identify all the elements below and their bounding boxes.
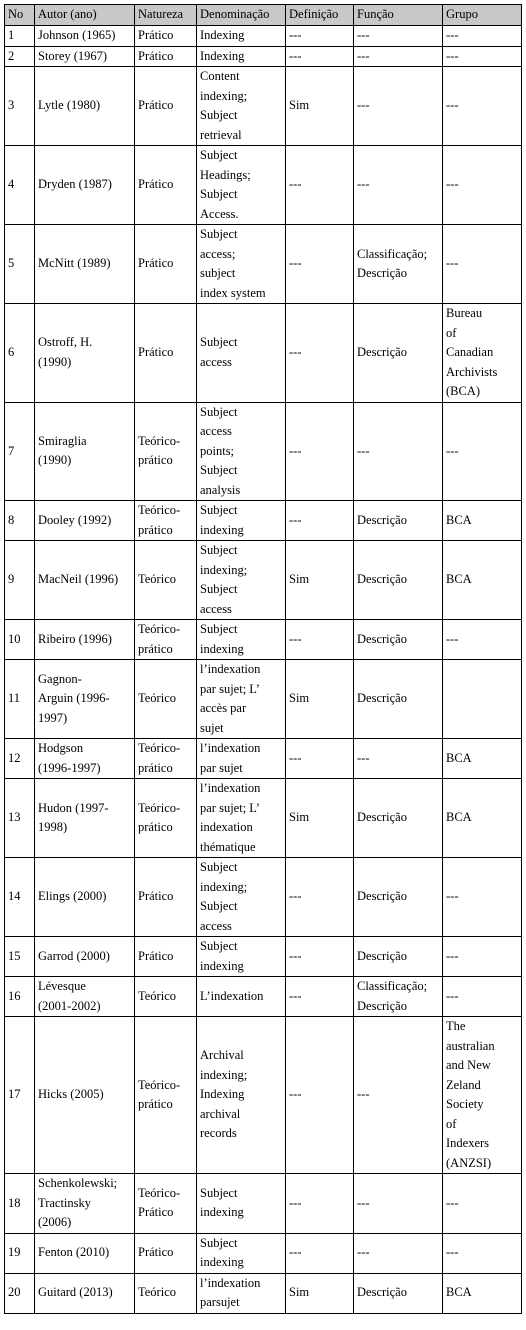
cell-definicao: --- (286, 46, 354, 67)
cell-grupo (443, 660, 522, 739)
cell-funcao: --- (354, 739, 443, 779)
table-row (5, 779, 522, 858)
cell-no: 11 (5, 660, 35, 739)
cell-autor: Johnson (1965) (35, 26, 135, 47)
cell-natureza: Teórico- prático (135, 739, 197, 779)
cell-funcao: Descrição (354, 779, 443, 858)
cell-natureza: Teórico (135, 977, 197, 1017)
cell-natureza: Teórico- prático (135, 779, 197, 858)
cell-no: 2 (5, 46, 35, 67)
cell-definicao: --- (286, 304, 354, 403)
cell-autor: Storey (1967) (35, 46, 135, 67)
table-container (4, 4, 522, 1314)
cell-grupo: --- (443, 977, 522, 1017)
table-row (5, 1017, 522, 1174)
table-row (5, 46, 522, 67)
cell-no: 19 (5, 1233, 35, 1273)
cell-no: 5 (5, 225, 35, 304)
cell-autor: Dooley (1992) (35, 501, 135, 541)
cell-definicao: --- (286, 26, 354, 47)
cell-no: 14 (5, 858, 35, 937)
table-row (5, 225, 522, 304)
cell-grupo: --- (443, 225, 522, 304)
cell-autor: Elings (2000) (35, 858, 135, 937)
cell-funcao: Descrição (354, 620, 443, 660)
cell-denominacao: Subject indexing (197, 1174, 286, 1234)
cell-natureza: Prático (135, 26, 197, 47)
table-row (5, 541, 522, 620)
cell-no: 1 (5, 26, 35, 47)
cell-definicao: Sim (286, 779, 354, 858)
cell-natureza: Teórico- prático (135, 620, 197, 660)
cell-definicao: --- (286, 739, 354, 779)
cell-definicao: Sim (286, 660, 354, 739)
cell-autor: Ribeiro (1996) (35, 620, 135, 660)
cell-denominacao: l’indexation par sujet; L’ accès par sujet (197, 660, 286, 739)
cell-grupo: --- (443, 26, 522, 47)
table-row (5, 977, 522, 1017)
cell-funcao: --- (354, 1174, 443, 1234)
cell-denominacao: Subject indexing; Subject access (197, 541, 286, 620)
cell-grupo: BCA (443, 541, 522, 620)
cell-autor: Smiraglia (1990) (35, 402, 135, 501)
table-row (5, 26, 522, 47)
header-grupo: Grupo (443, 5, 522, 26)
cell-funcao: Classificação; Descrição (354, 977, 443, 1017)
cell-autor: Hicks (2005) (35, 1017, 135, 1174)
cell-definicao: --- (286, 402, 354, 501)
cell-natureza: Prático (135, 304, 197, 403)
cell-definicao: --- (286, 858, 354, 937)
cell-denominacao: Indexing (197, 46, 286, 67)
cell-natureza: Teórico- prático (135, 501, 197, 541)
cell-autor: Schenkolewski; Tractinsky (2006) (35, 1174, 135, 1234)
table-row (5, 620, 522, 660)
cell-natureza: Prático (135, 225, 197, 304)
cell-grupo: --- (443, 620, 522, 660)
cell-definicao: Sim (286, 1273, 354, 1313)
cell-denominacao: Indexing (197, 26, 286, 47)
cell-grupo: BCA (443, 779, 522, 858)
table-row (5, 739, 522, 779)
cell-funcao: --- (354, 67, 443, 146)
cell-natureza: Teórico- Prático (135, 1174, 197, 1234)
cell-definicao: --- (286, 977, 354, 1017)
cell-no: 3 (5, 67, 35, 146)
cell-definicao: --- (286, 501, 354, 541)
cell-grupo: --- (443, 1233, 522, 1273)
table-row (5, 402, 522, 501)
cell-funcao: Classificação; Descrição (354, 225, 443, 304)
table-row (5, 501, 522, 541)
cell-grupo: Bureau of Canadian Archivists (BCA) (443, 304, 522, 403)
cell-definicao: --- (286, 1174, 354, 1234)
cell-denominacao: Subject Headings; Subject Access. (197, 146, 286, 225)
cell-autor: McNitt (1989) (35, 225, 135, 304)
table-row (5, 937, 522, 977)
cell-denominacao: l’indexation par sujet; L’ indexation thématique (197, 779, 286, 858)
cell-autor: Fenton (2010) (35, 1233, 135, 1273)
cell-denominacao: Content indexing; Subject retrieval (197, 67, 286, 146)
cell-no: 20 (5, 1273, 35, 1313)
cell-autor: Guitard (2013) (35, 1273, 135, 1313)
cell-grupo: --- (443, 146, 522, 225)
cell-funcao: --- (354, 26, 443, 47)
cell-denominacao: Subject indexing (197, 620, 286, 660)
table-row (5, 858, 522, 937)
cell-funcao: --- (354, 1017, 443, 1174)
cell-funcao: --- (354, 1233, 443, 1273)
cell-grupo: --- (443, 858, 522, 937)
cell-definicao: --- (286, 146, 354, 225)
cell-grupo: The australian and New Zeland Society of Indexers (ANZSI) (443, 1017, 522, 1174)
cell-grupo: BCA (443, 739, 522, 779)
cell-autor: Ostroff, H. (1990) (35, 304, 135, 403)
cell-funcao: Descrição (354, 858, 443, 937)
cell-natureza: Teórico (135, 541, 197, 620)
cell-denominacao: Subject access (197, 304, 286, 403)
cell-no: 8 (5, 501, 35, 541)
cell-grupo: BCA (443, 501, 522, 541)
cell-autor: Garrod (2000) (35, 937, 135, 977)
cell-no: 15 (5, 937, 35, 977)
cell-funcao: Descrição (354, 1273, 443, 1313)
cell-natureza: Prático (135, 1233, 197, 1273)
cell-funcao: Descrição (354, 501, 443, 541)
cell-natureza: Teórico (135, 1273, 197, 1313)
header-autor: Autor (ano) (35, 5, 135, 26)
cell-natureza: Prático (135, 67, 197, 146)
cell-natureza: Teórico (135, 660, 197, 739)
cell-funcao: Descrição (354, 660, 443, 739)
header-natureza: Natureza (135, 5, 197, 26)
table-row (5, 304, 522, 403)
cell-natureza: Prático (135, 858, 197, 937)
cell-no: 4 (5, 146, 35, 225)
cell-funcao: Descrição (354, 937, 443, 977)
cell-no: 6 (5, 304, 35, 403)
cell-denominacao: Subject indexing (197, 1233, 286, 1273)
header-denominacao: Denominação (197, 5, 286, 26)
cell-definicao: --- (286, 937, 354, 977)
cell-grupo: --- (443, 402, 522, 501)
cell-natureza: Teórico- prático (135, 1017, 197, 1174)
table-row (5, 67, 522, 146)
cell-definicao: --- (286, 620, 354, 660)
cell-denominacao: l’indexation parsujet (197, 1273, 286, 1313)
cell-autor: Lytle (1980) (35, 67, 135, 146)
cell-denominacao: Subject indexing; Subject access (197, 858, 286, 937)
cell-denominacao: Subject indexing (197, 937, 286, 977)
table-row (5, 1273, 522, 1313)
table-row (5, 1174, 522, 1234)
cell-funcao: --- (354, 146, 443, 225)
cell-grupo: BCA (443, 1273, 522, 1313)
cell-denominacao: Archival indexing; Indexing archival records (197, 1017, 286, 1174)
cell-grupo: --- (443, 67, 522, 146)
header-definicao: Definição (286, 5, 354, 26)
cell-no: 12 (5, 739, 35, 779)
cell-denominacao: L’indexation (197, 977, 286, 1017)
cell-natureza: Teórico- prático (135, 402, 197, 501)
cell-definicao: --- (286, 225, 354, 304)
cell-denominacao: l’indexation par sujet (197, 739, 286, 779)
cell-autor: Hudon (1997- 1998) (35, 779, 135, 858)
cell-autor: Gagnon- Arguin (1996- 1997) (35, 660, 135, 739)
header-row (5, 5, 522, 26)
cell-no: 17 (5, 1017, 35, 1174)
table-row (5, 146, 522, 225)
cell-autor: Lévesque (2001-2002) (35, 977, 135, 1017)
table-row (5, 1233, 522, 1273)
table-row (5, 660, 522, 739)
cell-grupo: --- (443, 46, 522, 67)
cell-no: 13 (5, 779, 35, 858)
cell-natureza: Prático (135, 146, 197, 225)
cell-no: 16 (5, 977, 35, 1017)
table-body (5, 26, 522, 1314)
cell-definicao: Sim (286, 67, 354, 146)
cell-grupo: --- (443, 937, 522, 977)
header-funcao: Função (354, 5, 443, 26)
cell-denominacao: Subject access points; Subject analysis (197, 402, 286, 501)
cell-definicao: --- (286, 1233, 354, 1273)
cell-autor: MacNeil (1996) (35, 541, 135, 620)
cell-no: 9 (5, 541, 35, 620)
cell-no: 10 (5, 620, 35, 660)
cell-natureza: Prático (135, 46, 197, 67)
cell-natureza: Prático (135, 937, 197, 977)
cell-denominacao: Subject indexing (197, 501, 286, 541)
cell-definicao: Sim (286, 541, 354, 620)
cell-funcao: Descrição (354, 304, 443, 403)
cell-grupo: --- (443, 1174, 522, 1234)
cell-definicao: --- (286, 1017, 354, 1174)
cell-no: 18 (5, 1174, 35, 1234)
cell-no: 7 (5, 402, 35, 501)
header-no: No (5, 5, 35, 26)
cell-autor: Hodgson (1996-1997) (35, 739, 135, 779)
authors-table (4, 4, 522, 1314)
cell-funcao: --- (354, 402, 443, 501)
cell-autor: Dryden (1987) (35, 146, 135, 225)
cell-denominacao: Subject access; subject index system (197, 225, 286, 304)
cell-funcao: --- (354, 46, 443, 67)
cell-funcao: Descrição (354, 541, 443, 620)
